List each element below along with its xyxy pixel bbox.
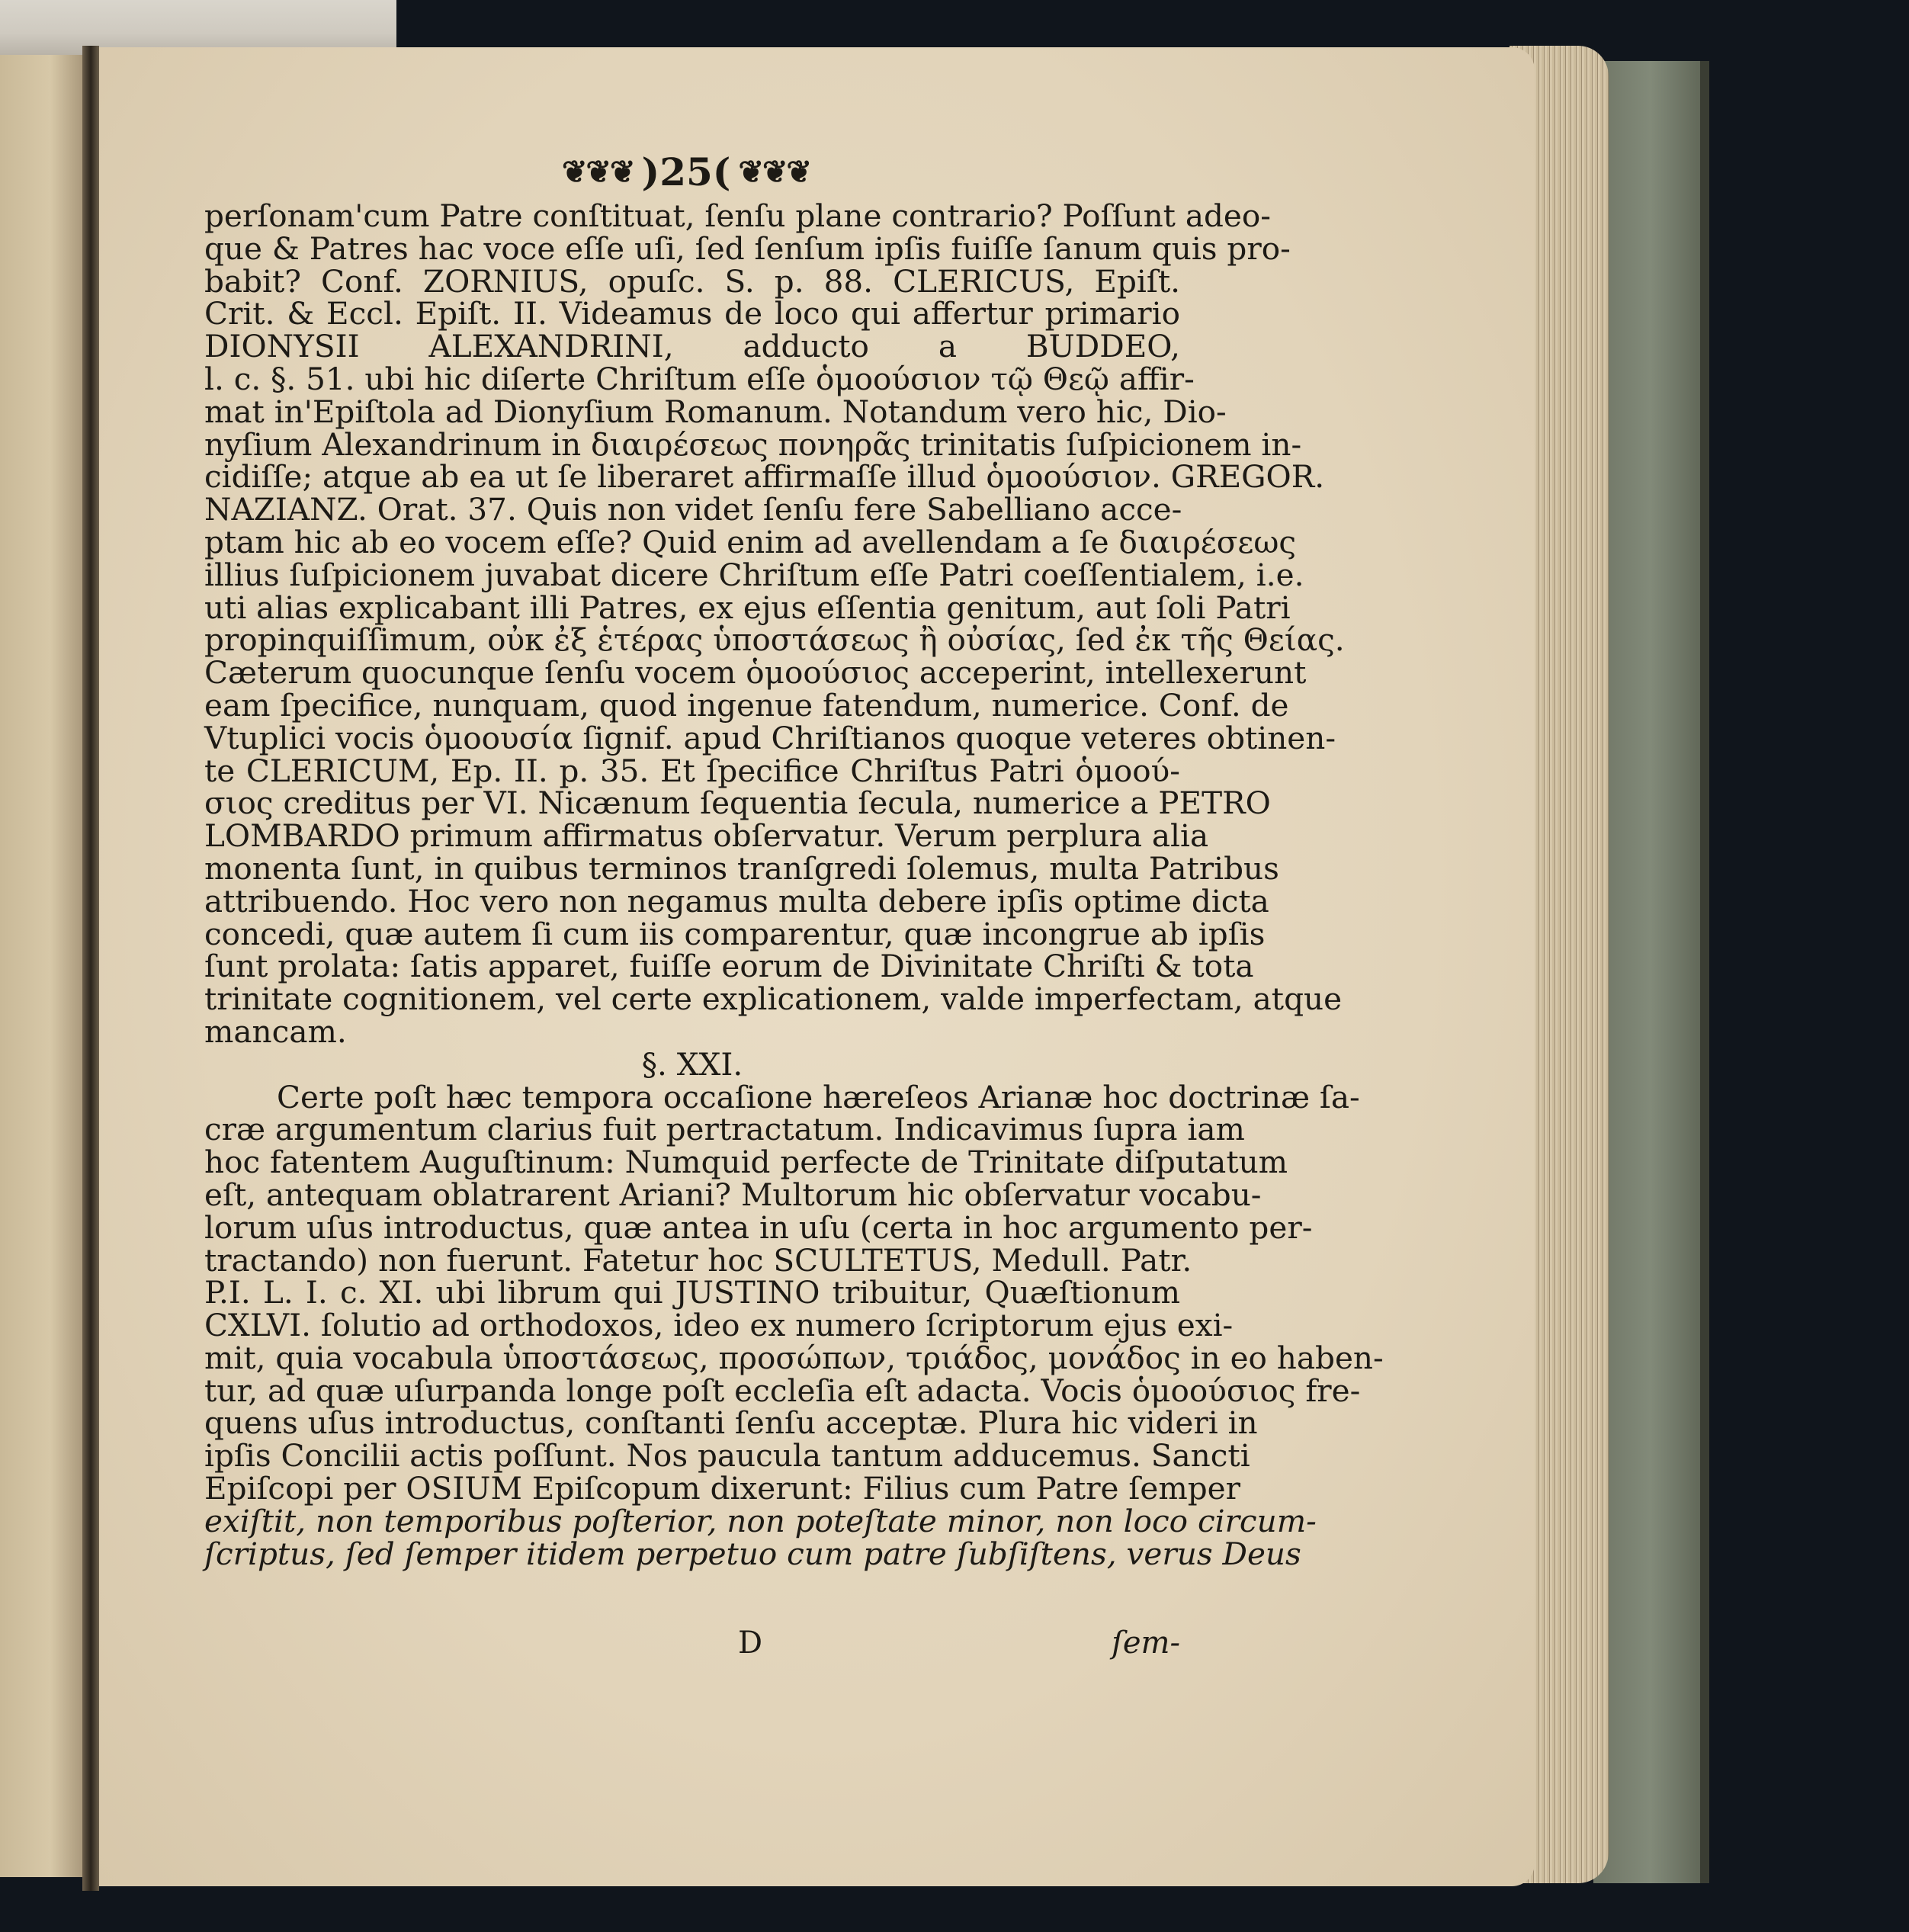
text-line: quens uſus introductus, conſtanti ſenſu acceptæ. Plura hic videri in [204,1404,1258,1442]
text-line: ptam hic ab eo vocem eſſe? Quid enim ad avellendam a ſe διαιρέσεως [204,523,1297,560]
text-line: NAZIANZ. Orat. 37. Quis non videt ſenſu fere Sabelliano acce- [204,491,1182,528]
text-line: eam ſpecifice, nunquam, quod ingenue fatendum, numerice. Conf. de [204,686,1289,724]
text-line: σιος creditus per VI. Nicænum ſequentia ſecula, numerice a PETRO [204,785,1271,822]
text-line: monenta ſunt, in quibus terminos tranſgredi ſolemus, multa Patribus [204,849,1279,887]
page-number: )25( [641,149,731,194]
text-line: DIONYSII ALEXANDRINI, adducto a BUDDEO, [204,328,1180,365]
catchword: ſem- [1112,1626,1180,1661]
text-line: mit, quia vocabula ὑποστάσεως, προσώπων, τριάδος, μονάδος in eo haben- [204,1339,1384,1376]
text-line: ſunt prolata: ſatis apparet, fuiſſe eorum de Divinitate Chriſti & tota [204,948,1254,985]
gutter [82,46,99,1891]
body-text [204,197,1384,1572]
text-line: ſcriptus, ſed ſemper itidem perpetuo cum patre ſubſiſtens, verus Deus [204,1535,1301,1572]
text-line: tur, ad quæ uſurpanda longe poſt eccleſia eſt adacta. Vocis ὁμοούσιος fre- [204,1372,1361,1409]
text-line: P.I. L. I. c. XI. ubi librum qui JUSTINO tribuitur, Quæſtionum [204,1274,1180,1311]
text-line: Vtuplici vocis ὁμοουσία ſignif. apud Chriſtianos quoque veteres obtinen- [204,719,1336,756]
text-line: CXLVI. ſolutio ad orthodoxos, ideo ex numero ſcriptorum ejus exi- [204,1307,1234,1344]
text-line: Crit. & Eccl. Epiſt. II. Videamus de loco qui affertur primario [204,295,1180,332]
text-line: LOMBARDO primum affirmatus obſervatur. Verum perplura alia [204,817,1209,855]
text-line: lorum uſus introductus, quæ antea in uſu (certa in hoc argumento per- [204,1208,1313,1246]
text-line: mancam. [204,1013,347,1050]
text-line: exiſtit, non temporibus poſterior, non poteſtate minor, non loco circum- [204,1502,1317,1539]
text-line: nyſium Alexandrinum in διαιρέσεως πονηρᾶς trinitatis ſuſpicionem in- [204,425,1302,463]
ornament-right-icon: ❦❦❦ [738,153,810,190]
text-line: ipſis Concilii actis poſſunt. Nos paucula tantum adducemus. Sancti [204,1437,1250,1475]
text-line: l. c. §. 51. ubi hic diſerte Chriſtum eſſe ὁμοούσιον τῷ Θεῷ affir- [204,360,1195,397]
signature-mark: D [738,1626,763,1661]
text-line: concedi, quæ autem ſi cum iis comparentur, quæ incongrue ab ipſis [204,915,1266,952]
text-line: te CLERICUM, Ep. II. p. 35. Et ſpecifice Chriſtus Patri ὁμοού- [204,752,1180,789]
text-line: attribuendo. Hoc vero non negamus multa debere ipſis optime dicta [204,882,1269,919]
cover-edge [1700,61,1709,1883]
text-line: tractando) non fuerunt. Fatetur hoc SCULTETUS, Medull. Patr. [204,1241,1192,1279]
text-line: cræ argumentum clarius fuit pertractatum. Indicavimus ſupra iam [204,1111,1245,1148]
page-header [526,145,846,198]
section-heading: §. XXI. [641,1045,743,1083]
text-line: hoc fatentem Auguſtinum: Numquid perfecte de Trinitate diſputatum [204,1144,1288,1181]
ornament-left-icon: ❦❦❦ [562,153,634,190]
text-line: eſt, antequam oblatrarent Ariani? Multorum hic obſervatur vocabu- [204,1176,1262,1213]
book-cover [1593,61,1708,1883]
text-line: babit? Conf. ZORNIUS, opuſc. S. p. 88. CLERICUS, Epiſt. [204,262,1180,300]
text-line: Certe poſt hæc tempora occaſione hæreſeos Arianæ hoc doctrinæ ſa- [277,1078,1360,1115]
page-footer [204,1626,1180,1664]
text-line: Epiſcopi per OSIUM Epiſcopum dixerunt: Filius cum Patre ſemper [204,1470,1241,1507]
text-line: cidiſſe; atque ab ea ut ſe liberaret affirmaſſe illud ὁμοούσιον. GREGOR. [204,458,1325,496]
text-line: uti alias explicabant illi Patres, ex ejus eſſentia genitum, aut ſoli Patri [204,589,1291,626]
text-line: mat in'Epiſtola ad Dionyſium Romanum. Notandum vero hic, Dio- [204,393,1227,430]
text-line: trinitate cognitionem, vel certe explicationem, valde imperfectam, atque [204,980,1343,1018]
text-line: Cæterum quocunque ſenſu vocem ὁμοούσιος acceperint, intellexerunt [204,654,1307,692]
left-page-edge [0,55,84,1877]
text-line: illius ſuſpicionem juvabat dicere Chriſtum eſſe Patri coeſſentialem, i.e. [204,556,1304,593]
text-line: propinquiſſimum, οὐκ ἐξ ἑτέρας ὑποστάσεως ἢ οὐσίας, ſed ἐκ τῆς Θείας. [204,621,1345,659]
text-line: perſonam'cum Patre conſtituat, ſenſu plane contrario? Poſſunt adeo- [204,197,1271,234]
text-line: que & Patres hac voce eſſe uſi, ſed ſenſum ipſis fuiſſe ſanum quis pro- [204,229,1291,267]
